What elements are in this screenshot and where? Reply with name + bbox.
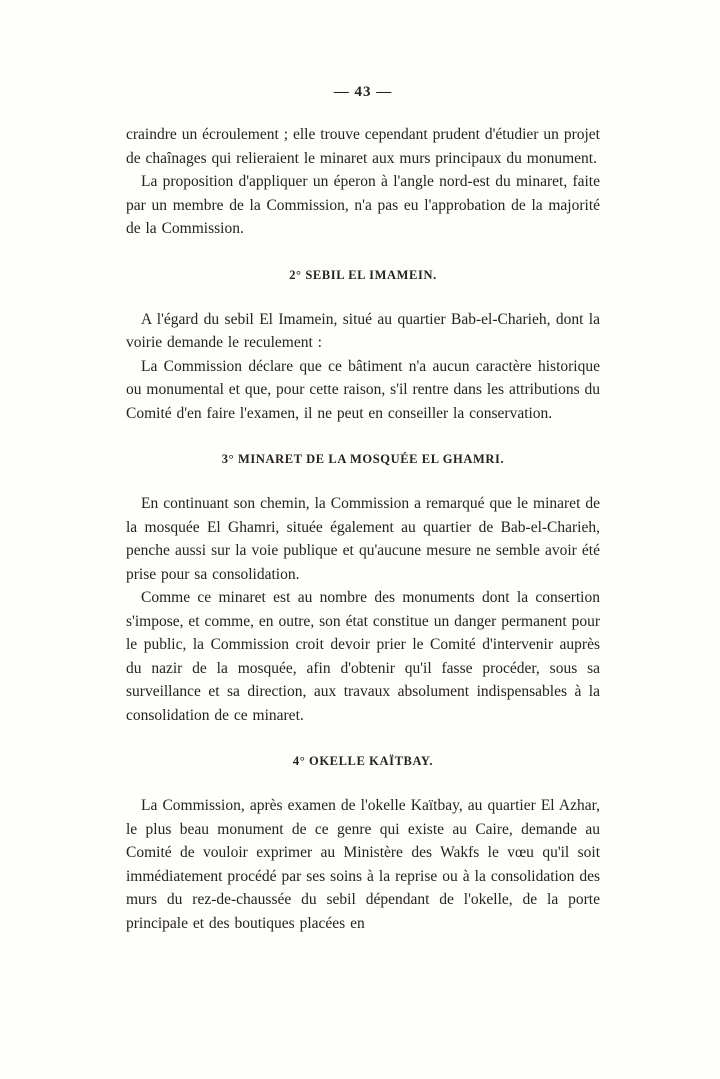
- paragraph: A l'égard du sebil El Imamein, situé au quartier Bab-el-Charieh, dont la voirie demande le reculement :: [126, 310, 600, 351]
- section-heading-minaret-el-ghamri: 3° MINARET DE LA MOSQUÉE EL GHAMRI.: [221, 452, 505, 466]
- paragraph: Comme ce minaret est au nombre des monuments dont la consertion s'impose, et comme, en outre, son état constitue un danger permanent pour le public, la Commission croit devoir prier le Comité d'intervenir auprès du nazir de la mosquée, afin d'obtenir qu'il fasse procéder, sous sa surveillance et sa direction, aux travaux absolument indispensables à la consolidation de ce minaret.: [126, 589, 600, 724]
- section-heading-sebil-el-imamein: 2° SEBIL EL IMAMEIN.: [289, 267, 437, 282]
- paragraph: La proposition d'appliquer un éperon à l'angle nord-est du minaret, faite par un membre de la Commission, n'a pas eu l'approbation de la majorité de la Commission.: [126, 173, 600, 237]
- paragraph: La Commission, après examen de l'okelle Kaïtbay, au quartier El Azhar, le plus beau monument de ce genre qui existe au Caire, demande au Comité de vouloir exprimer au Ministère des Wakfs le vœu qu'il soit immédiatement procédé par ses soins à la reprise ou à la consolidation des murs du rez-de-chaussée du sebil dépendant de l'okelle, de la porte principale et des boutiques placées en: [126, 797, 600, 932]
- page-number: — 43 —: [333, 84, 393, 100]
- paragraph: La Commission déclare que ce bâtiment n'a aucun caractère historique ou monumental et que, pour cette raison, s'il rentre dans les attributions du Comité d'en faire l'examen, il ne peut en conseiller la conservation.: [126, 357, 600, 422]
- paragraph: craindre un écroulement ; elle trouve cependant prudent d'étudier un projet de chaînages qui relieraient le minaret aux murs principaux du monument.: [126, 126, 600, 167]
- section-heading-okelle-kaitbay: 4° OKELLE KAÏTBAY.: [292, 754, 434, 768]
- paragraph: En continuant son chemin, la Commission a remarqué que le minaret de la mosquée El Ghamri, située également au quartier de Bab-el-Charieh, penche aussi sur la voie publique et qu'aucune mesure ne semble avoir été prise pour sa consolidation.: [126, 495, 600, 583]
